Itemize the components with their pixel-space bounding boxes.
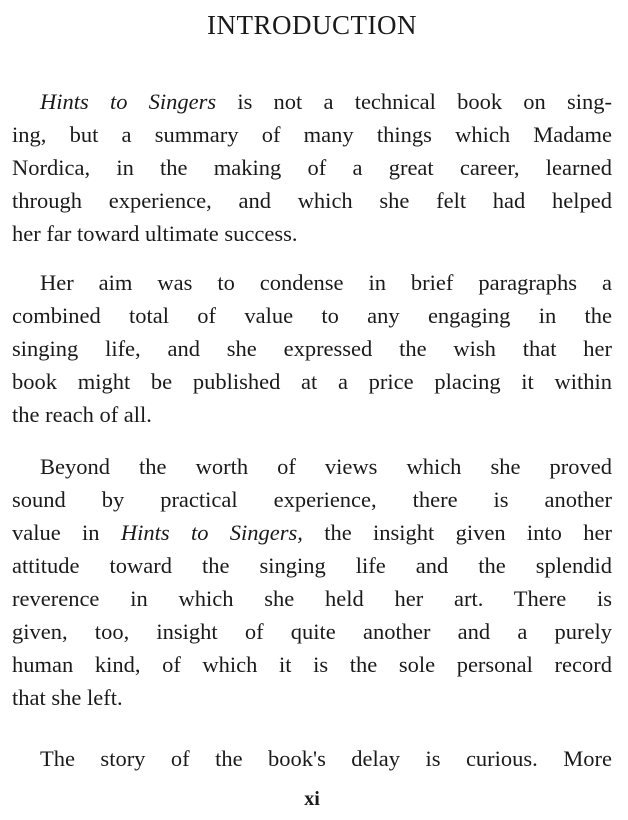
text-line: The story of the book's delay is curious. More — [40, 746, 612, 771]
text-line: the reach of all. — [12, 402, 152, 427]
book-title-italic: Hints to Singers, — [120, 520, 303, 545]
text-line: Her aim was to condense in brief paragraphs a — [40, 270, 612, 295]
paragraph-3 — [12, 450, 612, 714]
book-page — [12, 0, 612, 820]
text-line: Nordica, in the making of a great career, learned — [12, 155, 612, 180]
page-title: INTRODUCTION — [207, 10, 417, 40]
text-line: given, too, insight of quite another and a purely — [12, 619, 612, 644]
text-span: is not a technical book on sing- — [216, 89, 612, 114]
text-line: her far toward ultimate success. — [12, 221, 298, 246]
text-span: value in — [12, 520, 121, 545]
text-line: book might be published at a price placing it within — [12, 369, 612, 394]
page-number: xi — [304, 788, 320, 810]
text-line — [12, 85, 612, 118]
paragraph-4 — [12, 742, 612, 775]
book-title-italic: Hints to Singers — [40, 89, 217, 114]
paragraph-1 — [12, 85, 612, 250]
text-line: ing, but a summary of many things which Madame — [12, 122, 612, 147]
text-line: that she left. — [12, 685, 123, 710]
text-line: reverence in which she held her art. There is — [12, 586, 612, 611]
text-line: combined total of value to any engaging in the — [12, 303, 612, 328]
text-line: sound by practical experience, there is another — [12, 487, 612, 512]
text-line — [12, 516, 612, 549]
text-line: attitude toward the singing life and the splendid — [12, 553, 612, 578]
text-line: human kind, of which it is the sole personal record — [12, 652, 612, 677]
text-line: singing life, and she expressed the wish that her — [12, 336, 612, 361]
paragraph-2 — [12, 266, 612, 431]
text-line: through experience, and which she felt had helped — [12, 188, 612, 213]
text-span: the insight given into her — [302, 520, 612, 545]
text-line: Beyond the worth of views which she proved — [40, 454, 612, 479]
